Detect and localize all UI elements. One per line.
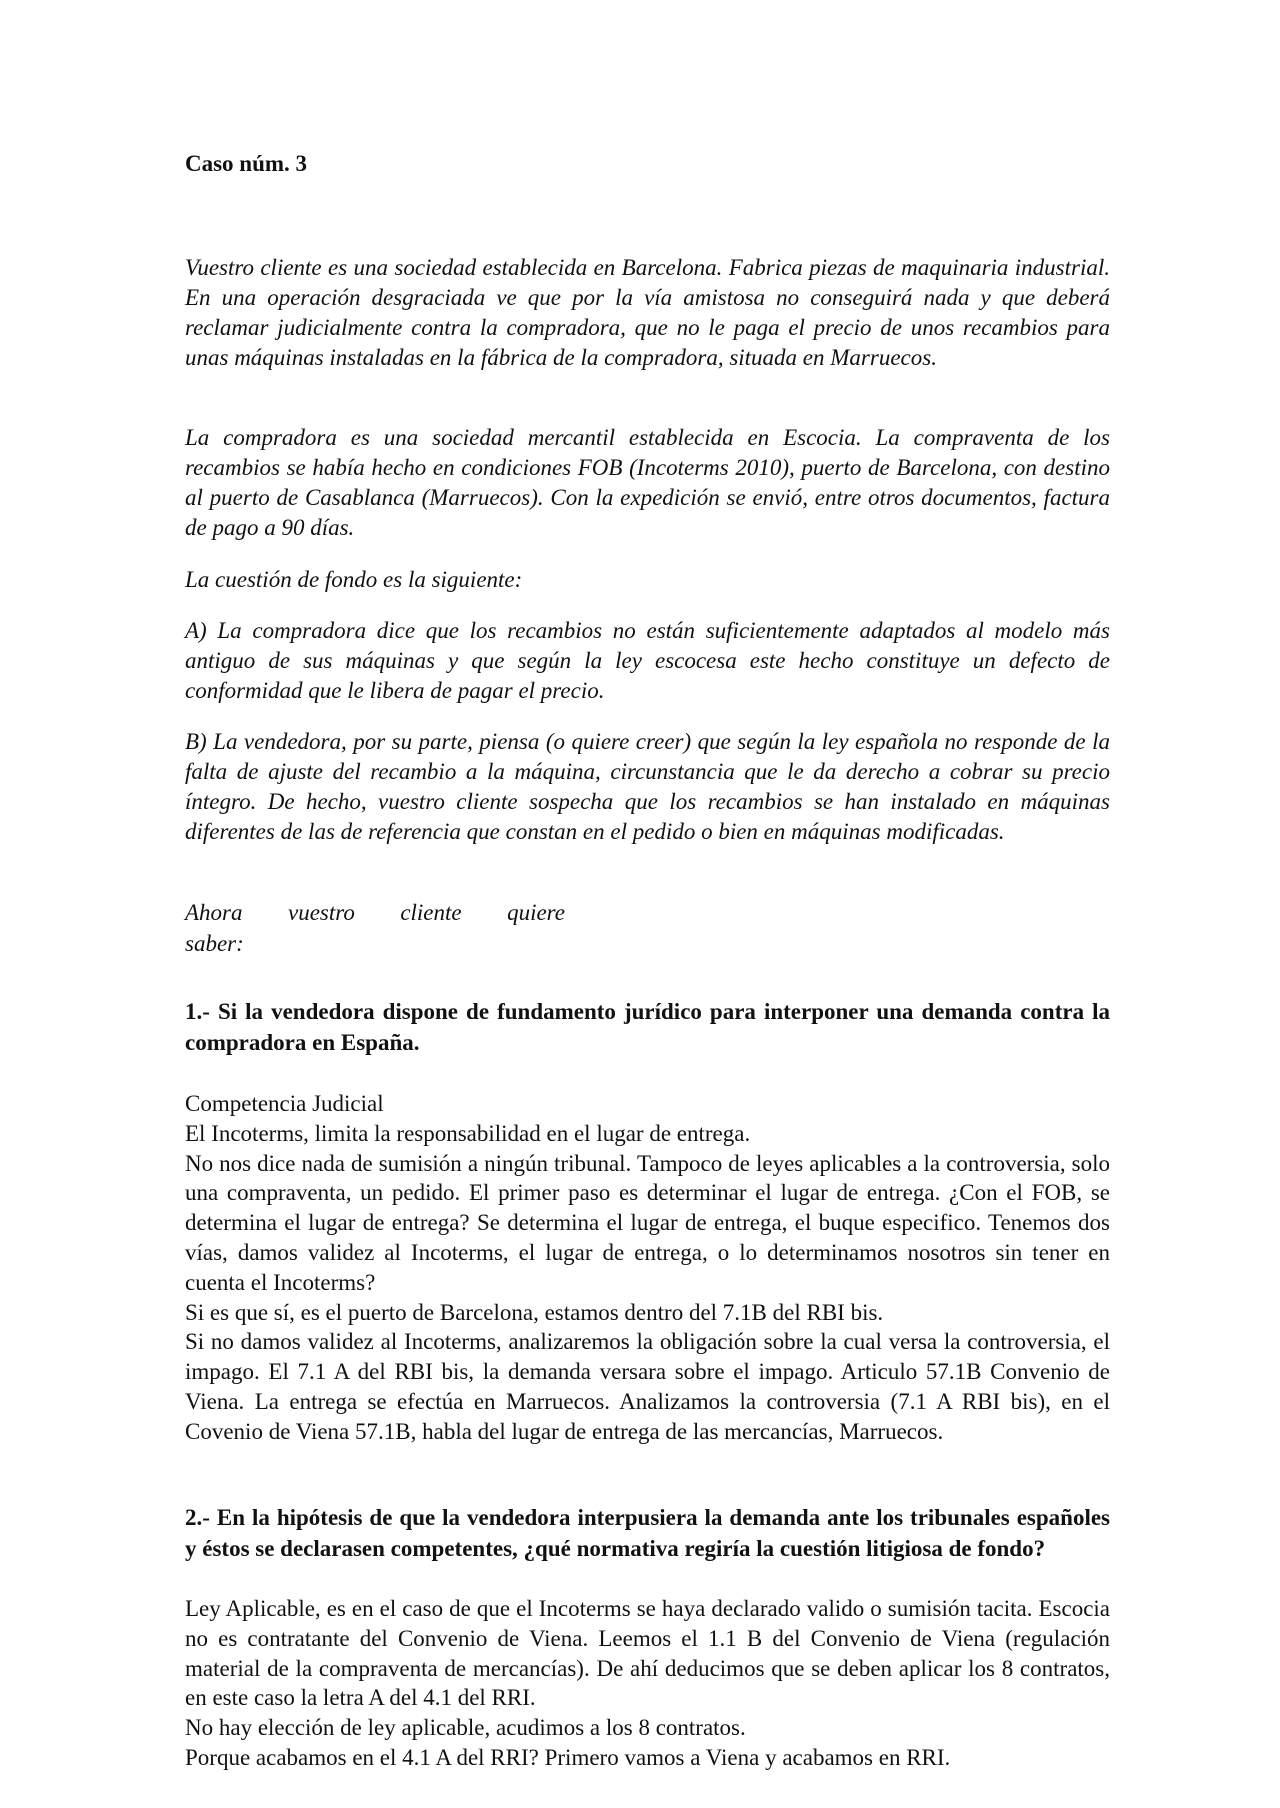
answer-1-heading: Competencia Judicial — [185, 1091, 384, 1116]
answer-2-line: Porque acabamos en el 4.1 A del RRI? Primero vamos a Viena y acabamos en RRI. — [185, 1744, 951, 1770]
intro-paragraph-client: Vuestro cliente es una sociedad establecida en Barcelona. Fabrica piezas de maquinaria industrial. En una operación desgraciada ve que por la vía amistosa no conseguirá nada y que deberá reclamar judicialmente contra la compradora, que no le paga el precio de unos recambios para unas máquinas instaladas en la fábrica de la compradora, situada en Marruecos. — [185, 255, 1110, 370]
question-2: 2.- En la hipótesis de que la vendedora interpusiera la demanda ante los tribunales españoles y éstos se declarasen competentes, ¿qué normativa regiría la cuestión litigiosa de fondo? — [185, 1505, 1110, 1561]
ahora-line: saber: — [185, 931, 244, 956]
answer-2-line: No hay elección de ley aplicable, acudimos a los 8 contratos. — [185, 1715, 746, 1741]
answer-2-line: Ley Aplicable, es en el caso de que el Incoterms se haya declarado valido o sumisión tacita. Escocia no es contratante del Convenio de Viena. Leemos el 1.1 B del Convenio de Viena (regulación material de la compraventa de mercancías). De ahí deducimos que se deben aplicar los 8 contratos, en este caso la letra A del 4.1 del RRI. — [185, 1596, 1110, 1711]
answer-2 — [185, 1594, 1110, 1773]
answer-1-line: El Incoterms, limita la responsabilidad en el lugar de entrega. — [185, 1120, 751, 1146]
answer-1-line: Si es que sí, es el puerto de Barcelona, estamos dentro del 7.1B del RBI bis. — [185, 1299, 884, 1325]
intro-paragraph-a: A) La compradora dice que los recambios no están suficientemente adaptados al modelo más antiguo de sus máquinas y que según la ley escocesa este hecho constituye un defecto de conformidad que le libera de pagar el precio. — [185, 618, 1110, 703]
question-1: 1.- Si la vendedora dispone de fundamento jurídico para interponer una demanda contra la compradora en España. — [185, 999, 1110, 1055]
answer-1-line: Si no damos validez al Incoterms, analizaremos la obligación sobre la cual versa la controversia, el impago. El 7.1 A del RBI bis, la demanda versara sobre el impago. Articulo 57.1B Convenio de Viena. La entrega se efectúa en Marruecos. Analizamos la controversia (7.1 A RBI bis), en el Covenio de Viena 57.1B, habla del lugar de entrega de las mercancías, Marruecos. — [185, 1329, 1110, 1444]
intro-paragraph-b: B) La vendedora, por su parte, piensa (o quiere creer) que según la ley española no responde de la falta de ajuste del recambio a la máquina, circunstancia que le da derecho a cobrar su precio íntegro. De hecho, vuestro cliente sospecha que los recambios se han instalado en máquinas diferentes de las de referencia que constan en el pedido o bien en máquinas modificadas. — [185, 729, 1110, 844]
intro-paragraph-buyer: La compradora es una sociedad mercantil establecida en Escocia. La compraventa de los recambios se había hecho en condiciones FOB (Incoterms 2010), puerto de Barcelona, con destino al puerto de Casablanca (Marruecos). Con la expedición se envió, entre otros documentos, factura de pago a 90 días. — [185, 425, 1110, 540]
intro-paragraph-issue: La cuestión de fondo es la siguiente: — [185, 567, 523, 592]
answer-1-line: No nos dice nada de sumisión a ningún tribunal. Tampoco de leyes aplicables a la controversia, solo una compraventa, un pedido. El primer paso es determinar el lugar de entrega. ¿Con el FOB, se determina el lugar de entrega? Se determina el lugar de entrega, el buque especifico. Tenemos dos vías, damos validez al Incoterms, el lugar de entrega, o lo determinamos nosotros sin tener en cuenta el Incoterms? — [185, 1150, 1110, 1295]
answer-1 — [185, 1089, 1110, 1447]
ahora-line: Ahora vuestro cliente quiere — [185, 900, 565, 925]
ahora-text — [185, 897, 565, 959]
case-title: Caso núm. 3 — [185, 151, 308, 176]
